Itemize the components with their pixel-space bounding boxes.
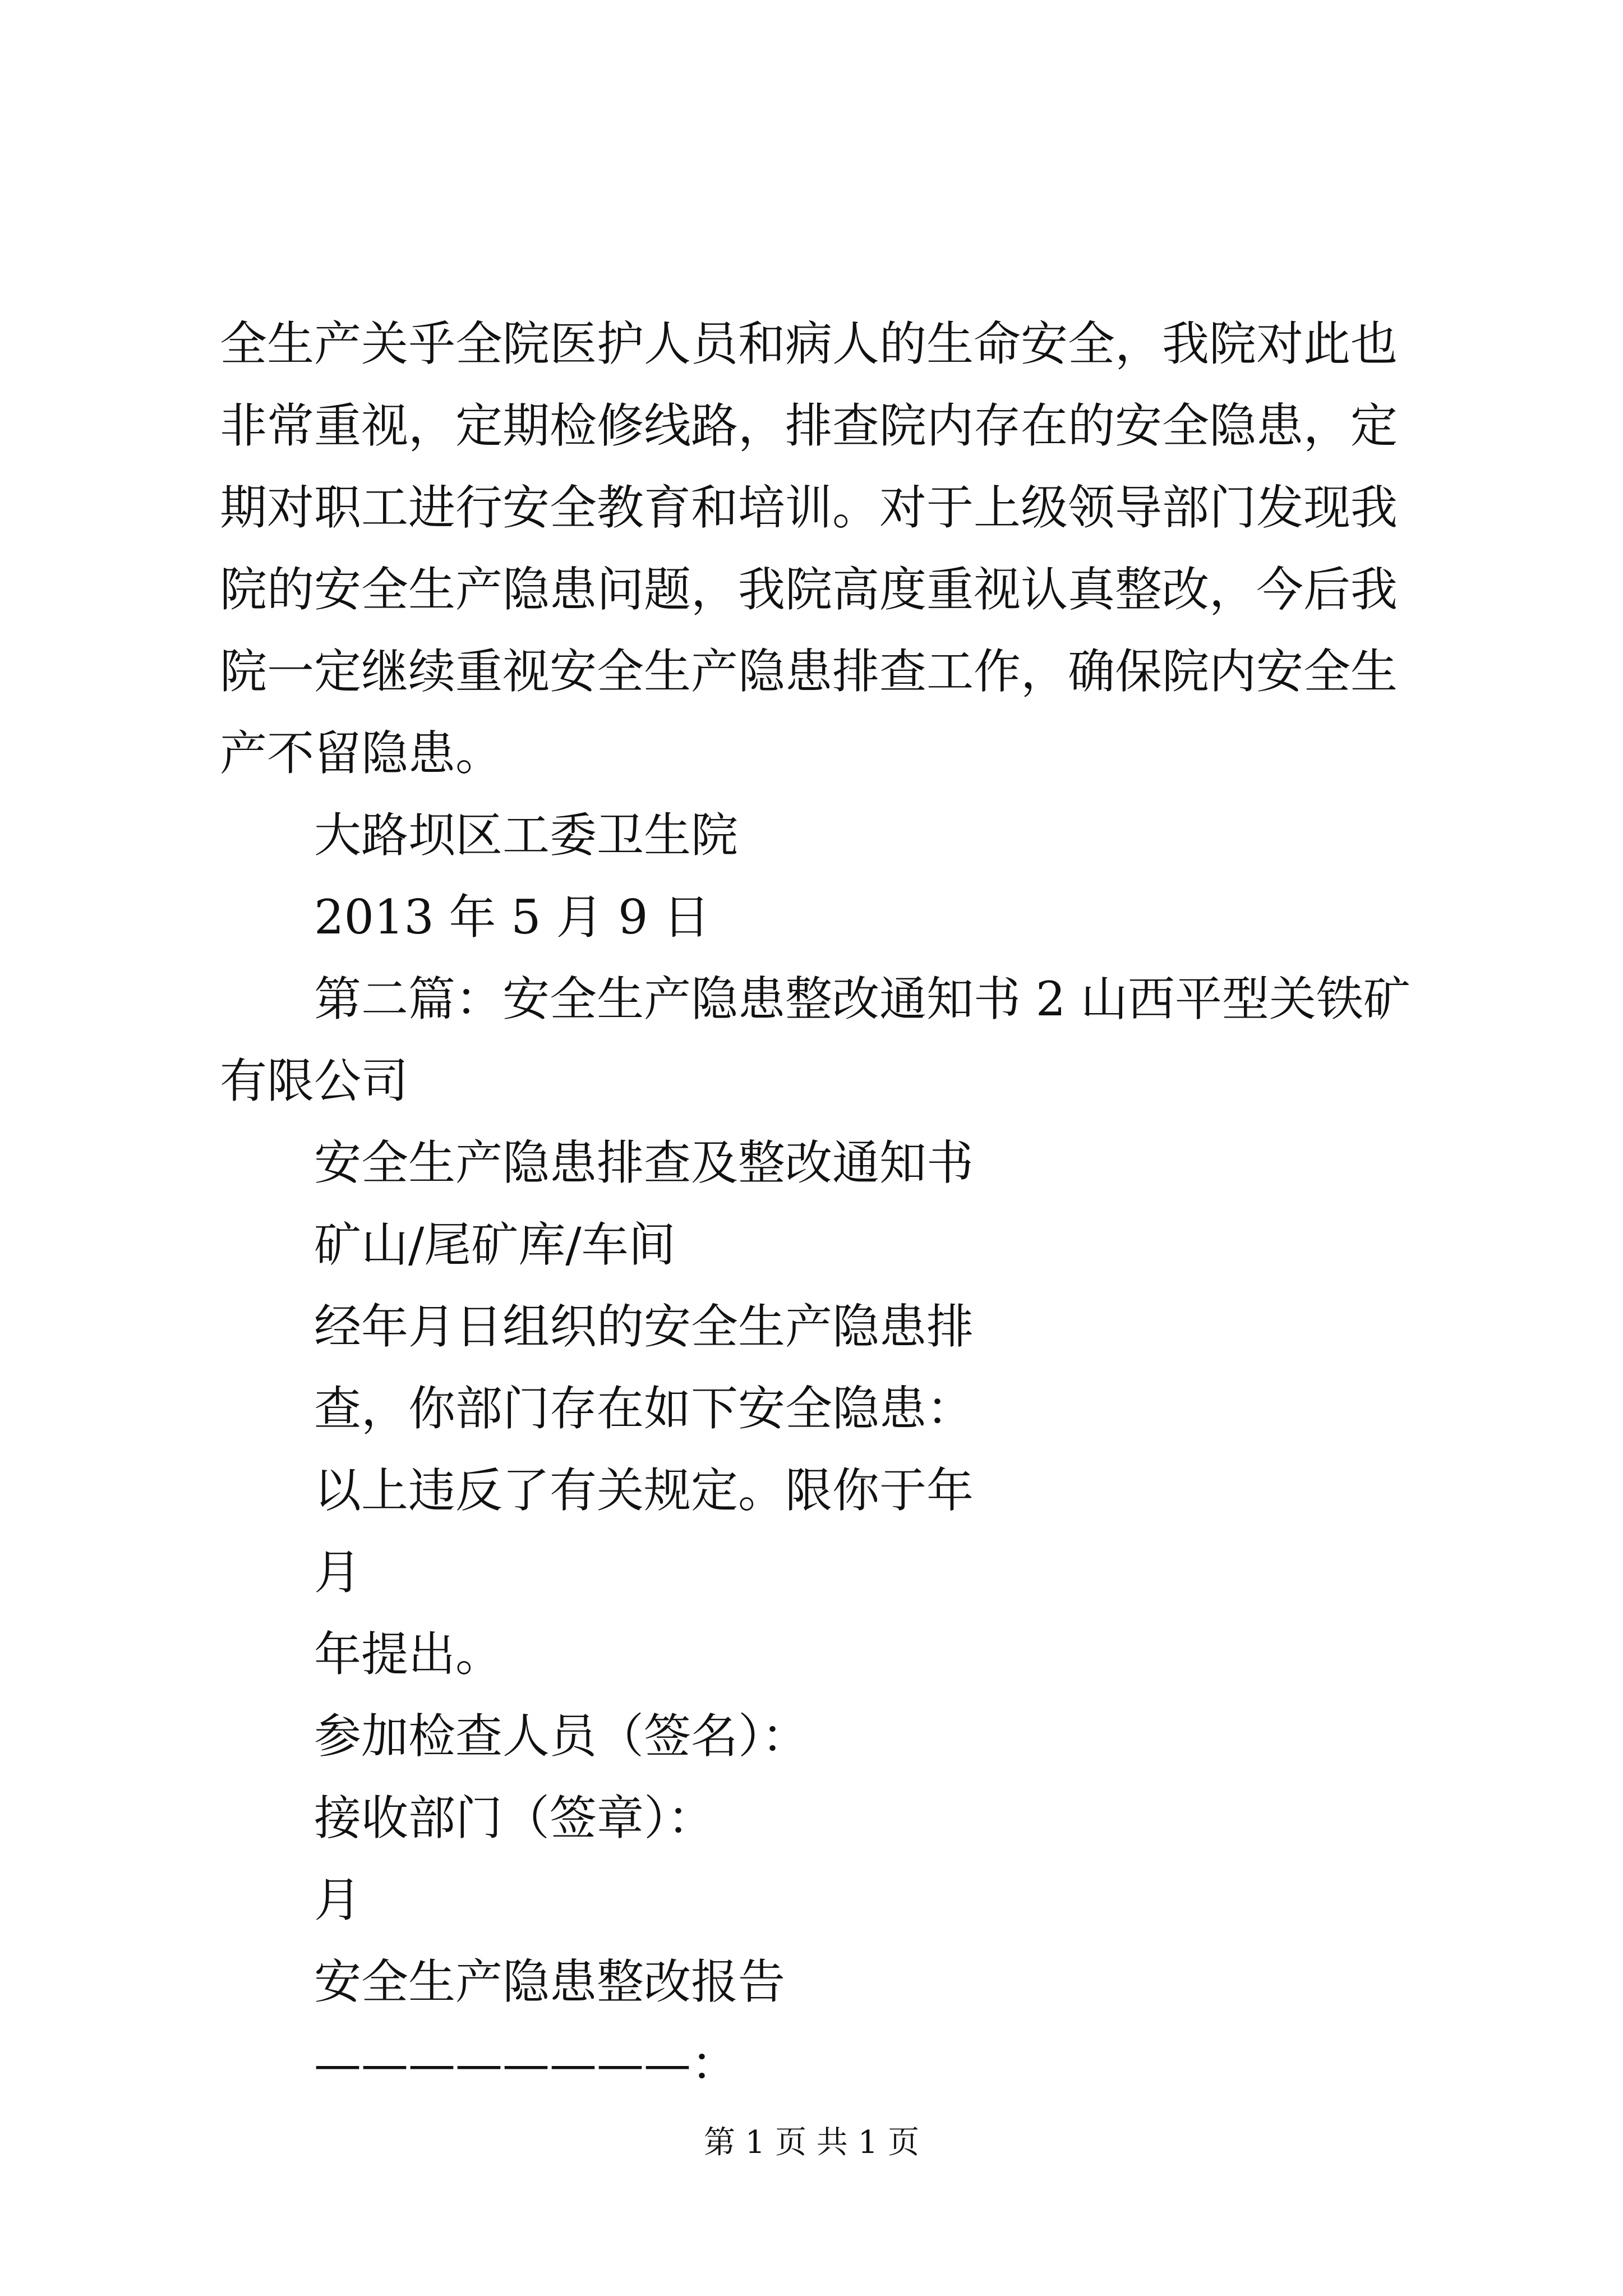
notice-line-month-2: 月 bbox=[314, 1872, 362, 1927]
section-heading-part-two: 第二篇：安全生产隐患整改通知书 2 山西平型关铁矿有限公司 bbox=[220, 972, 1410, 1108]
notice-line-inspection: 经年月日组织的安全生产隐患排 bbox=[314, 1299, 974, 1354]
page-footer bbox=[0, 2120, 1623, 2165]
notice-line-inspectors: 参加检查人员（签名）： bbox=[314, 1709, 809, 1764]
notice-line-hazards: 查，你部门存在如下安全隐患： bbox=[314, 1381, 974, 1436]
page-number-label: 第 1 页 共 1 页 bbox=[703, 2124, 920, 2161]
document-body bbox=[220, 303, 1426, 2105]
report-addressee-line: ————————： bbox=[314, 2036, 739, 2091]
notice-line-submit: 年提出。 bbox=[314, 1627, 503, 1682]
notice-title: 安全生产隐患排查及整改通知书 bbox=[314, 1135, 974, 1190]
notice-departments: 矿山/尾矿库/车间 bbox=[314, 1217, 676, 1272]
signature-date: 2013 年 5 月 9 日 bbox=[314, 890, 711, 945]
paragraph-intro: 全生产关乎全院医护人员和病人的生命安全，我院对此也非常重视，定期检修线路，排查院内存在的安全隐患，定期对职工进行安全教育和培训。对于上级领导部门发现我院的安全生产隐患问题，我院高度重视认真整改，今后我院一定继续重视安全生产隐患排查工作，确保院内安全生产不留隐患。 bbox=[220, 316, 1398, 781]
report-title: 安全生产隐患整改报告 bbox=[314, 1954, 786, 2009]
notice-line-month: 月 bbox=[314, 1545, 362, 1600]
notice-line-receiver: 接收部门（签章）： bbox=[314, 1791, 715, 1846]
notice-line-deadline: 以上违反了有关规定。限你于年 bbox=[314, 1463, 974, 1518]
signature-organization: 大路坝区工委卫生院 bbox=[314, 808, 739, 863]
